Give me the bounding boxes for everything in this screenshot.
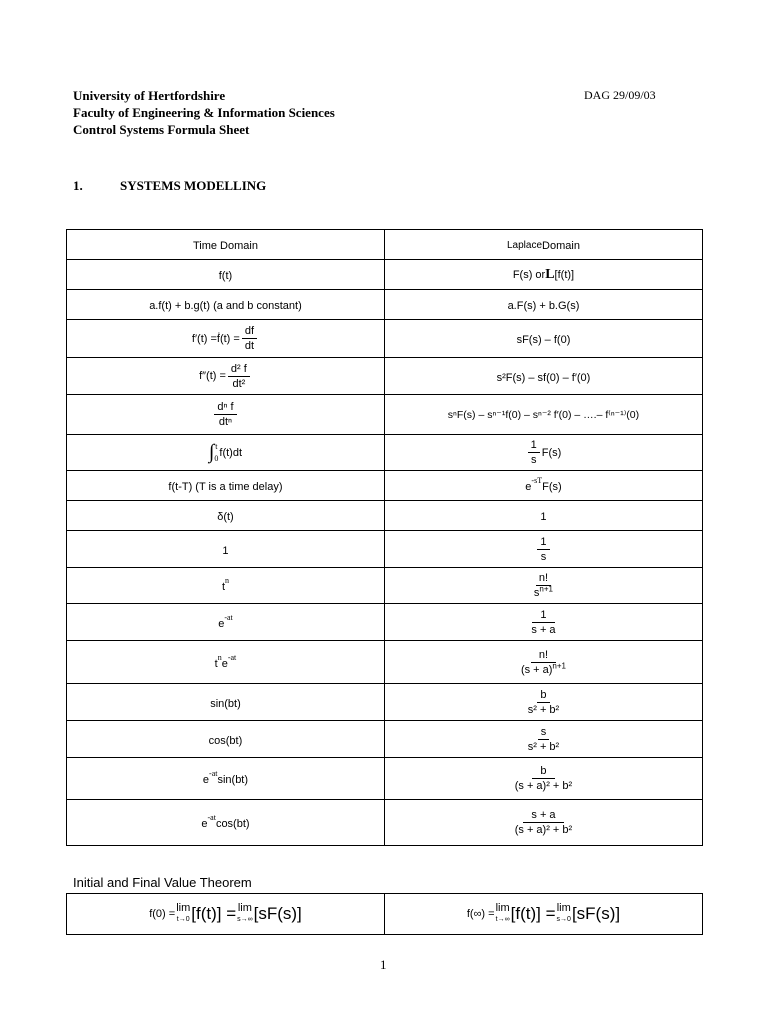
- table-row: [67, 320, 703, 358]
- integral-sign: ∫: [208, 441, 215, 463]
- header-time-label: Time Domain: [192, 240, 258, 252]
- laplace-cell: [384, 800, 702, 846]
- table-row: [67, 501, 703, 531]
- table-row: [67, 641, 703, 684]
- table-header-row: [67, 230, 703, 260]
- fraction-denominator: s² + b²: [527, 740, 560, 753]
- laplace-fraction: [525, 688, 562, 717]
- header-time-domain: [67, 230, 385, 260]
- time-expr: e: [201, 818, 208, 830]
- ivt-rhs: [sF(s)]: [253, 904, 302, 923]
- table-row: [67, 531, 703, 568]
- laplace-cell: [384, 721, 702, 758]
- time-cell: e -at cos(bt): [67, 800, 385, 846]
- laplace-fraction: [507, 808, 580, 837]
- laplace-fraction: [507, 764, 580, 793]
- laplace-cell: [384, 604, 702, 641]
- laplace-expr-tail: [f(t)]: [554, 268, 575, 281]
- time-expr: f″(t) =: [199, 370, 226, 382]
- fraction-numerator: 1: [528, 438, 540, 453]
- time-expr: f(t-T) (T is a time delay): [168, 481, 283, 493]
- time-expr: e: [202, 774, 210, 786]
- final-value-cell: [384, 894, 702, 935]
- table-row: [67, 568, 703, 604]
- laplace-table: [66, 229, 703, 846]
- page-number: 1: [380, 957, 387, 972]
- time-expr-tail: cos(bt): [215, 818, 250, 830]
- time-expr: f′(t) =: [191, 332, 217, 345]
- laplace-cell: [384, 435, 702, 471]
- laplace-cell: [384, 684, 702, 721]
- fraction-denominator: (s + a)² + b²: [514, 824, 573, 836]
- fraction-numerator: d² f: [228, 362, 250, 377]
- time-expr-tail: sin(bt): [217, 774, 249, 786]
- header-domain-word: Domain: [542, 240, 580, 252]
- lim-word: lim: [176, 902, 191, 914]
- section-title: SYSTEMS MODELLING: [120, 178, 267, 193]
- time-cell: [67, 290, 385, 320]
- time-expr-dot: ḟ(t) =: [216, 332, 240, 345]
- laplace-expr: 1: [540, 511, 547, 523]
- laplace-expr: e: [525, 481, 532, 493]
- laplace-fraction: [531, 571, 556, 600]
- time-cell: [67, 471, 385, 501]
- section-heading: [73, 178, 266, 194]
- derivative-fraction: [214, 400, 236, 429]
- time-expr: sin(bt): [210, 697, 241, 710]
- table-row: [67, 260, 703, 290]
- ivt-table: [66, 893, 703, 935]
- fraction-denominator: (s + a)² + b²: [514, 780, 573, 792]
- lim-word: lim: [495, 902, 510, 914]
- lim-sub: t→∞: [495, 916, 510, 923]
- time-expr: f(t): [218, 270, 233, 282]
- laplace-expr-tail: F(s): [542, 481, 562, 493]
- sheet-title: Control Systems Formula Sheet: [73, 122, 250, 137]
- fraction-denominator: s² + b²: [527, 703, 560, 716]
- fraction-numerator: s: [538, 725, 550, 740]
- time-cell: t n: [67, 568, 385, 604]
- laplace-fraction: [528, 438, 540, 467]
- time-expr: e: [218, 617, 225, 630]
- ivt-rhs: [sF(s)]: [571, 904, 621, 923]
- fraction-denominator: [513, 660, 574, 677]
- laplace-expr: F(s) or: [512, 268, 546, 281]
- lim-sub: s→∞: [237, 916, 253, 923]
- faculty-name: Faculty of Engineering & Information Sciences: [73, 105, 335, 120]
- laplace-expr: a.F(s) + b.G(s): [507, 300, 580, 312]
- time-cell: [67, 260, 385, 290]
- laplace-fraction: [523, 608, 563, 637]
- fraction-denominator: dtⁿ: [218, 416, 233, 428]
- time-cell: [67, 501, 385, 531]
- lim-sub: t→0: [176, 916, 190, 923]
- time-cell: [67, 435, 385, 471]
- time-expr: δ(t): [217, 511, 234, 523]
- derivative-fraction: [228, 362, 250, 391]
- limit-operator: [496, 903, 510, 925]
- fraction-numerator: b: [532, 764, 554, 779]
- time-expr: f(t)dt: [219, 446, 243, 459]
- laplace-cell: [384, 358, 702, 395]
- integral-upper: t: [215, 441, 218, 451]
- lim-word: lim: [556, 902, 571, 914]
- laplace-cell: [384, 501, 702, 531]
- laplace-expr: sF(s) – f(0): [516, 334, 571, 346]
- fraction-denominator: dt²: [232, 377, 246, 390]
- limit-operator: [557, 903, 571, 925]
- fraction-denominator: s: [530, 454, 537, 466]
- time-expr: t: [221, 581, 225, 593]
- fraction-denominator: s + a: [531, 623, 556, 636]
- table-row: [67, 290, 703, 320]
- time-cell: e -at sin(bt): [67, 758, 385, 800]
- ivt-lhs: f(∞) =: [466, 908, 495, 920]
- denominator-exponent: n+1: [539, 584, 553, 594]
- derivative-fraction: [242, 324, 257, 353]
- table-row: [67, 721, 703, 758]
- ivt-mid: [f(t)] =: [510, 904, 556, 923]
- integral-limits: [214, 441, 218, 465]
- table-row: [67, 604, 703, 641]
- fraction-denominator: [531, 586, 556, 600]
- ivt-title: Initial and Final Value Theorem: [73, 875, 252, 890]
- document-header: [73, 87, 335, 138]
- denominator-base: s: [533, 587, 540, 599]
- ivt-mid: [f(t)] =: [191, 904, 237, 923]
- fraction-numerator: s + a: [523, 808, 563, 823]
- laplace-fraction: [525, 725, 562, 754]
- fraction-numerator: df: [242, 324, 257, 339]
- laplace-expr: sⁿF(s) – sⁿ⁻¹f(0) – sⁿ⁻² f′(0) – ….– f⁽ⁿ⁻¹⁾(0): [447, 408, 640, 421]
- time-cell: [67, 320, 385, 358]
- laplace-operator: L: [545, 266, 555, 282]
- denominator-base: (s + a): [520, 663, 553, 676]
- time-cell: [67, 395, 385, 435]
- lim-word: lim: [237, 902, 252, 914]
- ivt-lhs: f(0) =: [149, 908, 176, 920]
- limit-operator: [237, 903, 253, 925]
- laplace-cell: e -sT F(s): [384, 471, 702, 501]
- table-row: [67, 395, 703, 435]
- time-expr: a.f(t) + b.g(t) (a and b constant): [149, 300, 302, 312]
- table-row: [67, 358, 703, 395]
- time-expr: cos(bt): [208, 734, 243, 747]
- time-expr: 1: [222, 544, 229, 557]
- laplace-cell: [384, 260, 702, 290]
- table-row: [67, 435, 703, 471]
- table-row: [67, 471, 703, 501]
- denominator-exponent: n+1: [552, 660, 566, 670]
- time-cell: [67, 358, 385, 395]
- initial-value-cell: [67, 894, 385, 935]
- fraction-numerator: 1: [537, 535, 549, 550]
- fraction-denominator: dt: [244, 340, 255, 352]
- laplace-cell: [384, 531, 702, 568]
- table-row: [67, 684, 703, 721]
- fraction-denominator: s: [540, 550, 547, 563]
- fraction-numerator: dⁿ f: [214, 400, 236, 415]
- laplace-expr: s²F(s) – sf(0) – f′(0): [496, 371, 591, 384]
- laplace-fraction: [513, 648, 574, 677]
- time-cell: [67, 721, 385, 758]
- header-laplace-word: Laplace: [507, 240, 543, 251]
- time-cell: e -at: [67, 604, 385, 641]
- laplace-cell: [384, 395, 702, 435]
- author-date: DAG 29/09/03: [584, 88, 656, 102]
- header-laplace-domain: [384, 230, 702, 260]
- time-cell: t n e -at: [67, 641, 385, 684]
- time-cell: [67, 684, 385, 721]
- table-row: [67, 758, 703, 800]
- fraction-numerator: 1: [532, 608, 554, 623]
- lim-sub: s→0: [556, 916, 571, 923]
- integral-lower: 0: [214, 453, 219, 463]
- laplace-fraction: [537, 535, 549, 564]
- fraction-numerator: b: [537, 688, 549, 703]
- time-expr: t: [214, 657, 218, 670]
- limit-operator: [176, 903, 190, 925]
- laplace-cell: [384, 290, 702, 320]
- laplace-expr: F(s): [541, 446, 562, 459]
- university-name: University of Hertfordshire: [73, 88, 226, 103]
- laplace-cell: [384, 320, 702, 358]
- ivt-row: [67, 894, 703, 935]
- time-cell: [67, 531, 385, 568]
- laplace-cell: [384, 568, 702, 604]
- fraction-numerator: n!: [536, 571, 551, 586]
- table-row: [67, 800, 703, 846]
- section-number: 1.: [73, 178, 83, 193]
- time-expr-exp: e: [221, 657, 228, 670]
- laplace-cell: [384, 758, 702, 800]
- laplace-cell: [384, 641, 702, 684]
- fraction-numerator: n!: [531, 648, 556, 663]
